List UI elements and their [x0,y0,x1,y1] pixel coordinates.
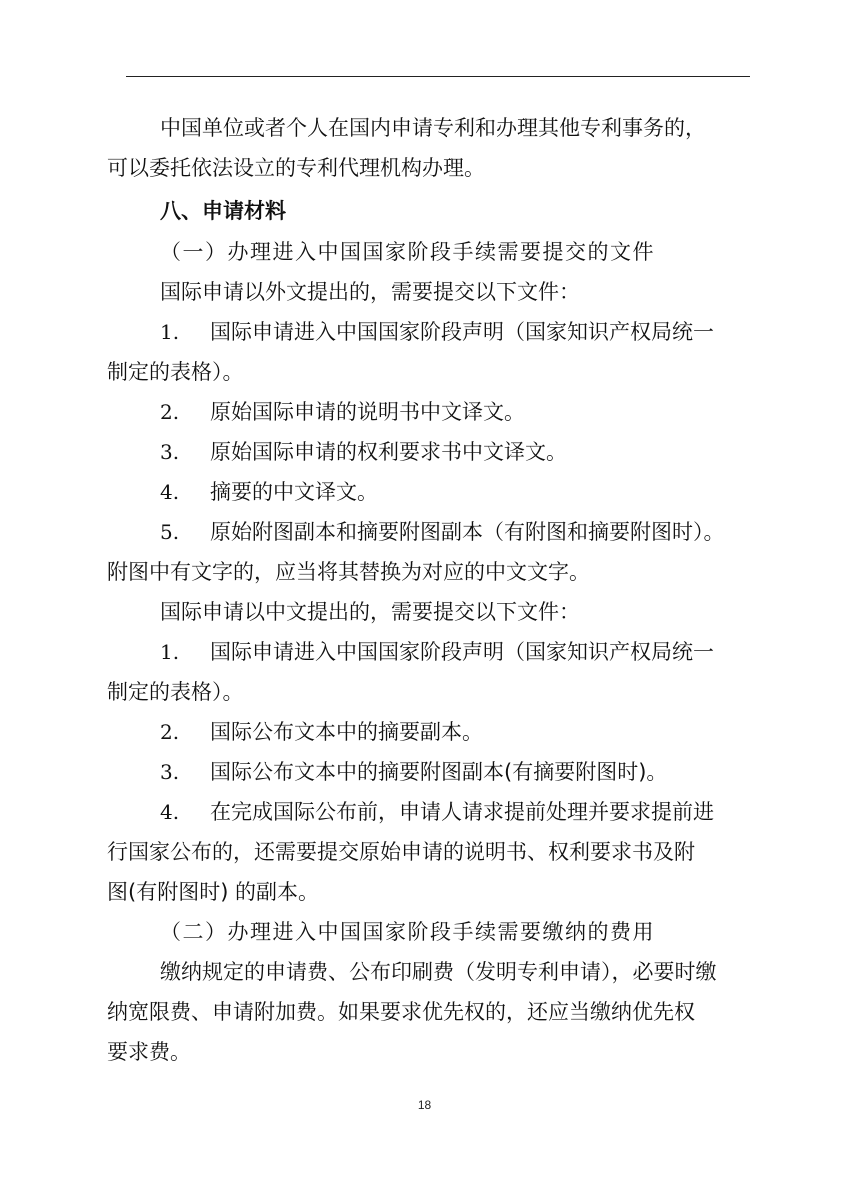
item-text: 国际申请进入中国国家阶段声明（国家知识产权局统一 [210,320,714,344]
fee-line: 缴纳规定的申请费、公布印刷费（发明专利申请），必要时缴 [160,960,717,984]
item-text: 摘要的中文译文。 [210,480,378,504]
item-continuation: 附图中有文字的，应当将其替换为对应的中文文字。 [107,560,590,584]
item-number: 5. [160,520,180,544]
section-title: 八、申请材料 [160,199,286,223]
paragraph-line: 可以委托依法设立的专利代理机构办理。 [107,156,485,180]
item-number: 3. [160,440,180,464]
item-text: 在完成国际公布前，申请人请求提前处理并要求提前进 [210,800,714,824]
fee-line: 要求费。 [107,1040,191,1064]
item-number: 4. [160,480,180,504]
header-rule [126,76,750,77]
item-text: 国际公布文本中的摘要副本。 [210,720,483,744]
item-number: 3. [160,760,180,784]
item-continuation: 行国家公布的，还需要提交原始申请的说明书、权利要求书及附 [107,840,695,864]
item-number: 1. [160,640,180,664]
item-continuation: 制定的表格）。 [107,360,244,384]
item-text: 原始附图副本和摘要附图副本（有附图和摘要附图时）。 [210,520,725,544]
item-text: 国际申请进入中国国家阶段声明（国家知识产权局统一 [210,640,714,664]
subsection-title: （二）办理进入中国国家阶段手续需要缴纳的费用 [160,920,655,944]
intro-chinese: 国际申请以中文提出的，需要提交以下文件： [160,600,580,624]
item-number: 2. [160,400,180,424]
fee-line: 纳宽限费、申请附加费。如果要求优先权的，还应当缴纳优先权 [107,1000,695,1024]
page-number: 18 [417,1098,432,1112]
intro-foreign: 国际申请以外文提出的，需要提交以下文件： [160,280,580,304]
item-continuation: 图(有附图时) 的副本。 [107,880,320,904]
item-text: 原始国际申请的说明书中文译文。 [210,400,525,424]
item-text: 原始国际申请的权利要求书中文译文。 [210,440,567,464]
item-continuation: 制定的表格）。 [107,680,244,704]
item-number: 2. [160,720,180,744]
item-number: 4. [160,800,180,824]
item-number: 1. [160,320,180,344]
item-text: 国际公布文本中的摘要附图副本(有摘要附图时)。 [210,760,668,784]
paragraph-line: 中国单位或者个人在国内申请专利和办理其他专利事务的， [160,116,706,140]
subsection-title: （一）办理进入中国国家阶段手续需要提交的文件 [160,240,655,264]
